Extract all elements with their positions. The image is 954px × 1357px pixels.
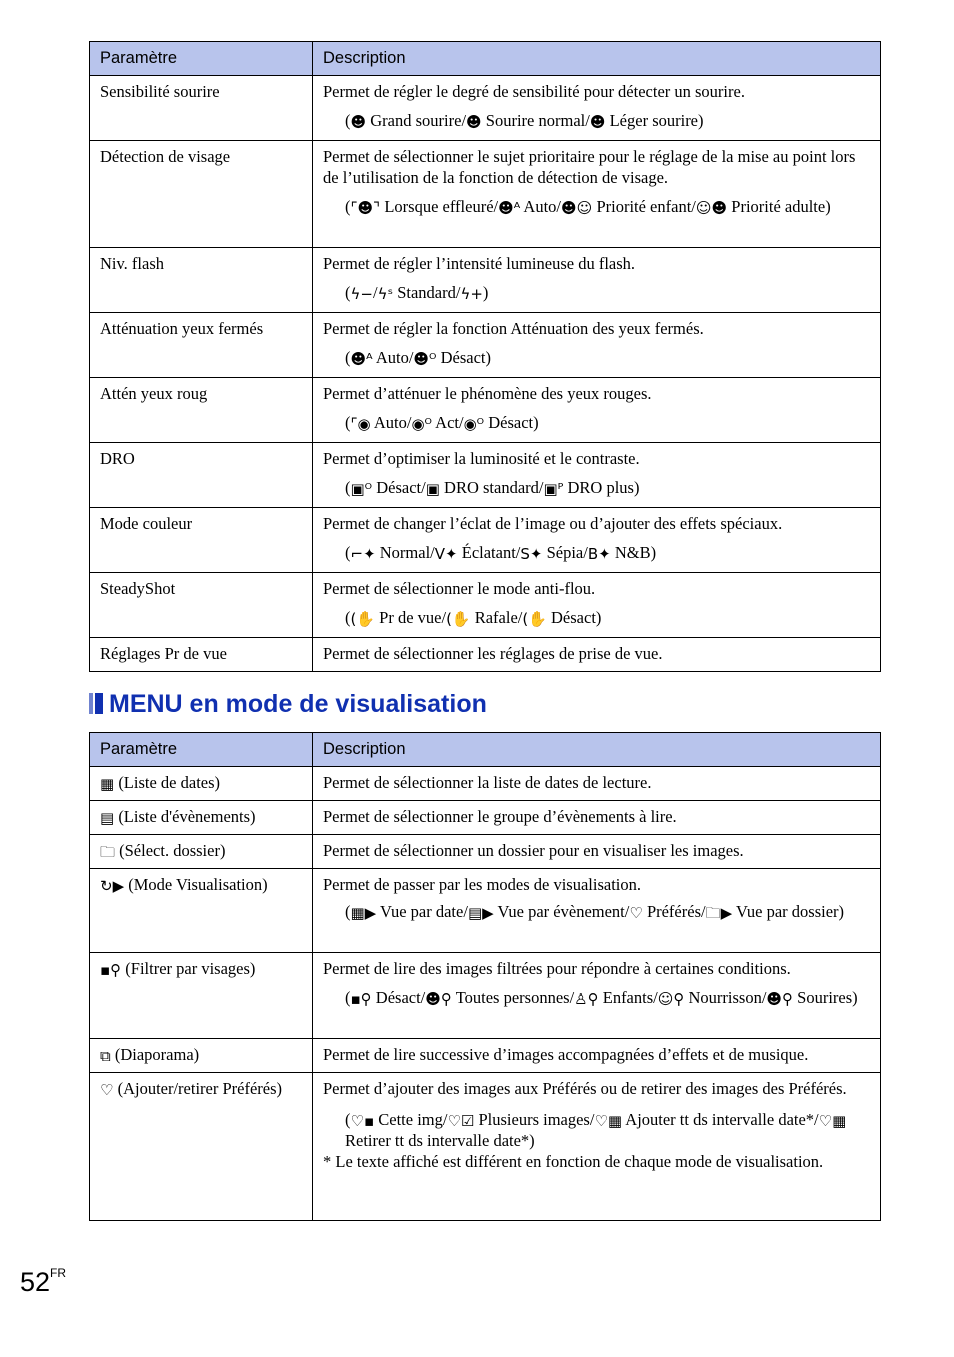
options: ((✋ Pr de vue/(✋ Rafale/(✋ Désact) xyxy=(345,608,602,628)
color-bw-icon: B✦ xyxy=(587,545,611,563)
smile-slight-icon: ☻ xyxy=(589,113,606,131)
folder-view-icon: 🗀▶ xyxy=(705,904,733,922)
color-vivid-icon: V✦ xyxy=(434,545,458,563)
table-row xyxy=(90,801,881,835)
options: (☻ Grand sourire/☻ Sourire normal/☻ Léger sourire) xyxy=(345,111,704,131)
table-row xyxy=(90,835,881,869)
header-desc: Description xyxy=(313,733,881,767)
desc-cell: Permet d’optimiser la luminosité et le contraste. (▣ᴼ Désact/▣ DRO standard/▣ᴾ DRO plus) xyxy=(313,443,881,508)
shooting-menu-table xyxy=(89,41,881,672)
param-cell: ▪⚲ (Filtrer par visages) xyxy=(90,953,313,1039)
filter-off-icon: ▪⚲ xyxy=(350,990,372,1008)
flash-minus-icon: ϟ− xyxy=(350,285,373,303)
face-auto-icon: ☻ᴬ xyxy=(498,199,521,217)
desc-cell: Permet de lire successive d’images accompagnées d’effets et de musique. xyxy=(313,1039,881,1073)
event-view-icon: ▤▶ xyxy=(467,904,494,922)
date-list-icon: ▦ xyxy=(100,775,115,793)
table-header xyxy=(90,42,881,76)
options: (♡▪ Cette img/♡☑ Plusieurs images/♡▦ Ajouter tt ds intervalle date*/♡▦ Retirer tt ds intervalle date*) xyxy=(345,1110,847,1150)
options: (▣ᴼ Désact/▣ DRO standard/▣ᴾ DRO plus) xyxy=(345,478,640,498)
date-view-icon: ▦▶ xyxy=(350,904,377,922)
param-cell: Réglages Pr de vue xyxy=(90,638,313,672)
table-row xyxy=(90,573,881,638)
favorites-icon: ♡ xyxy=(629,904,643,922)
desc-cell: Permet de sélectionner le groupe d’évènements à lire. xyxy=(313,801,881,835)
table-row xyxy=(90,767,881,801)
param-cell: ♡ (Ajouter/retirer Préférés) xyxy=(90,1073,313,1221)
desc-cell: Permet de lire des images filtrées pour répondre à certaines conditions. (▪⚲ Désact/☻⚲ Toutes personnes/♙⚲ Enfants/☺⚲ Nourrisson/☻⚲ Sourires) xyxy=(313,953,881,1039)
param-cell: Détection de visage xyxy=(90,141,313,248)
desc-cell: Permet de sélectionner le mode anti-flou. ((✋ Pr de vue/(✋ Rafale/(✋ Désact) xyxy=(313,573,881,638)
smile-big-icon: ☻ xyxy=(350,113,367,131)
title-bar-icon xyxy=(95,693,103,714)
desc-cell: Permet de sélectionner un dossier pour en visualiser les images. xyxy=(313,835,881,869)
table-row xyxy=(90,248,881,313)
steadyshot-shoot-icon: (✋ xyxy=(350,610,376,628)
param-cell: Sensibilité sourire xyxy=(90,76,313,141)
header-desc: Description xyxy=(313,42,881,76)
param-cell: Niv. flash xyxy=(90,248,313,313)
remove-all-date-icon: ♡▦ xyxy=(818,1112,847,1130)
playback-menu-table xyxy=(89,732,881,1221)
baby-icon: ☺⚲ xyxy=(657,990,685,1008)
options: (⌜☻⌝ Lorsque effleuré/☻ᴬ Auto/☻☺ Priorité enfant/☺☻ Priorité adulte) xyxy=(345,197,831,217)
param-cell: ▦ (Liste de dates) xyxy=(90,767,313,801)
table-row xyxy=(90,443,881,508)
table-row xyxy=(90,1039,881,1073)
smile-normal-icon: ☻ xyxy=(466,113,482,131)
blink-auto-icon: ☻ᴬ xyxy=(350,350,373,368)
steadyshot-off-icon: (✋ xyxy=(522,610,547,628)
param-cell: SteadyShot xyxy=(90,573,313,638)
param-cell: ⧉ (Diaporama) xyxy=(90,1039,313,1073)
desc-cell: Permet de régler l’intensité lumineuse du flash. (ϟ−/ϟˢ Standard/ϟ+) xyxy=(313,248,881,313)
table-row xyxy=(90,141,881,248)
options: (ϟ−/ϟˢ Standard/ϟ+) xyxy=(345,283,489,303)
param-cell: DRO xyxy=(90,443,313,508)
event-list-icon: ▤ xyxy=(100,809,115,827)
options: (▦▶ Vue par date/▤▶ Vue par évènement/♡ Préférés/🗀▶ Vue par dossier) xyxy=(345,902,845,922)
face-touch-icon: ⌜☻⌝ xyxy=(350,199,381,217)
steadyshot-continuous-icon: (✋ xyxy=(446,610,471,628)
flash-std-icon: ϟˢ xyxy=(377,285,394,303)
table-row xyxy=(90,378,881,443)
desc-cell: Permet de sélectionner le sujet prioritaire pour le réglage de la mise au point lors de l’utilisation de la fonction de détection de visage. (⌜☻⌝ Lorsque effleuré/☻ᴬ Auto/☻☺ Priorité enfant/☺☻ Priorité adulte) xyxy=(313,141,881,248)
desc-cell: Permet d’ajouter des images aux Préférés ou de retirer des images des Préférés. (♡▪ Cette img/♡☑ Plusieurs images/♡▦ Ajouter tt ds intervalle date*/♡▦ Retirer tt ds intervalle date*) * Le texte affiché est différent en fonction de chaque mode de visualisation. xyxy=(313,1073,881,1221)
heart-icon: ♡ xyxy=(100,1081,114,1099)
title-bar-icon xyxy=(89,693,93,714)
child-priority-icon: ☻☺ xyxy=(561,199,593,217)
dro-plus-icon: ▣ᴾ xyxy=(543,480,564,498)
blink-off-icon: ☻ᴼ xyxy=(413,350,437,368)
slideshow-icon: ⧉ xyxy=(100,1047,111,1065)
header-param: Paramètre xyxy=(90,42,313,76)
all-people-icon: ☻⚲ xyxy=(425,990,452,1008)
table-header xyxy=(90,733,881,767)
options: (⌐✦ Normal/V✦ Éclatant/S✦ Sépia/B✦ N&B) xyxy=(345,543,657,563)
folder-icon: 🗀 xyxy=(100,843,116,861)
header-param: Paramètre xyxy=(90,733,313,767)
desc-cell: Permet de changer l’éclat de l’image ou d’ajouter des effets spéciaux. (⌐✦ Normal/V✦ Éclatant/S✦ Sépia/B✦ N&B) xyxy=(313,508,881,573)
face-filter-icon: ▪⚲ xyxy=(100,961,122,979)
page-number: $52^{FR}$ xyxy=(20,1266,67,1297)
table-row xyxy=(90,953,881,1039)
param-cell: 🗀 (Sélect. dossier) xyxy=(90,835,313,869)
redeye-on-icon: ◉ᴼ xyxy=(411,415,432,433)
desc-cell: Permet de passer par les modes de visualisation. (▦▶ Vue par date/▤▶ Vue par évènement/♡ Préférés/🗀▶ Vue par dossier) xyxy=(313,869,881,953)
dro-standard-icon: ▣ xyxy=(425,480,440,498)
color-normal-icon: ⌐✦ xyxy=(350,545,376,563)
footnote: * Le texte affiché est différent en fonction de chaque mode de visualisation. xyxy=(323,1152,824,1171)
view-mode-icon: ↻▶ xyxy=(100,877,125,895)
param-cell: ▤ (Liste d'évènements) xyxy=(90,801,313,835)
flash-plus-icon: ϟ+ xyxy=(460,285,483,303)
desc-cell: Permet de régler la fonction Atténuation des yeux fermés. (☻ᴬ Auto/☻ᴼ Désact) xyxy=(313,313,881,378)
desc-cell: Permet d’atténuer le phénomène des yeux rouges. (⌜◉ Auto/◉ᴼ Act/◉ᴼ Désact) xyxy=(313,378,881,443)
add-all-date-icon: ♡▦ xyxy=(594,1112,623,1130)
desc-cell: Permet de régler le degré de sensibilité pour détecter un sourire. (☻ Grand sourire/☻ Sourire normal/☻ Léger sourire) xyxy=(313,76,881,141)
desc-cell: Permet de sélectionner les réglages de prise de vue. xyxy=(313,638,881,672)
table-row xyxy=(90,76,881,141)
options: (⌜◉ Auto/◉ᴼ Act/◉ᴼ Désact) xyxy=(345,413,539,433)
children-icon: ♙⚲ xyxy=(574,990,599,1008)
adult-priority-icon: ☺☻ xyxy=(695,199,728,217)
dro-off-icon: ▣ᴼ xyxy=(350,480,373,498)
desc-cell: Permet de sélectionner la liste de dates de lecture. xyxy=(313,767,881,801)
redeye-auto-icon: ⌜◉ xyxy=(350,415,371,433)
param-cell: Atténuation yeux fermés xyxy=(90,313,313,378)
multiple-images-icon: ♡☑ xyxy=(447,1112,475,1130)
table-row xyxy=(90,508,881,573)
redeye-off-icon: ◉ᴼ xyxy=(463,415,485,433)
table-row xyxy=(90,1073,881,1221)
color-sepia-icon: S✦ xyxy=(520,545,543,563)
table-row xyxy=(90,869,881,953)
param-cell: Attén yeux roug xyxy=(90,378,313,443)
section-title: MENU en mode de visualisation xyxy=(89,690,487,719)
param-cell: ↻▶ (Mode Visualisation) xyxy=(90,869,313,953)
table-row xyxy=(90,313,881,378)
param-cell: Mode couleur xyxy=(90,508,313,573)
table-row xyxy=(90,638,881,672)
this-image-icon: ♡▪ xyxy=(350,1112,375,1130)
smile-filter-icon: ☻⚲ xyxy=(766,990,794,1008)
options: (▪⚲ Désact/☻⚲ Toutes personnes/♙⚲ Enfants/☺⚲ Nourrisson/☻⚲ Sourires) xyxy=(345,988,858,1008)
options: (☻ᴬ Auto/☻ᴼ Désact) xyxy=(345,348,492,368)
